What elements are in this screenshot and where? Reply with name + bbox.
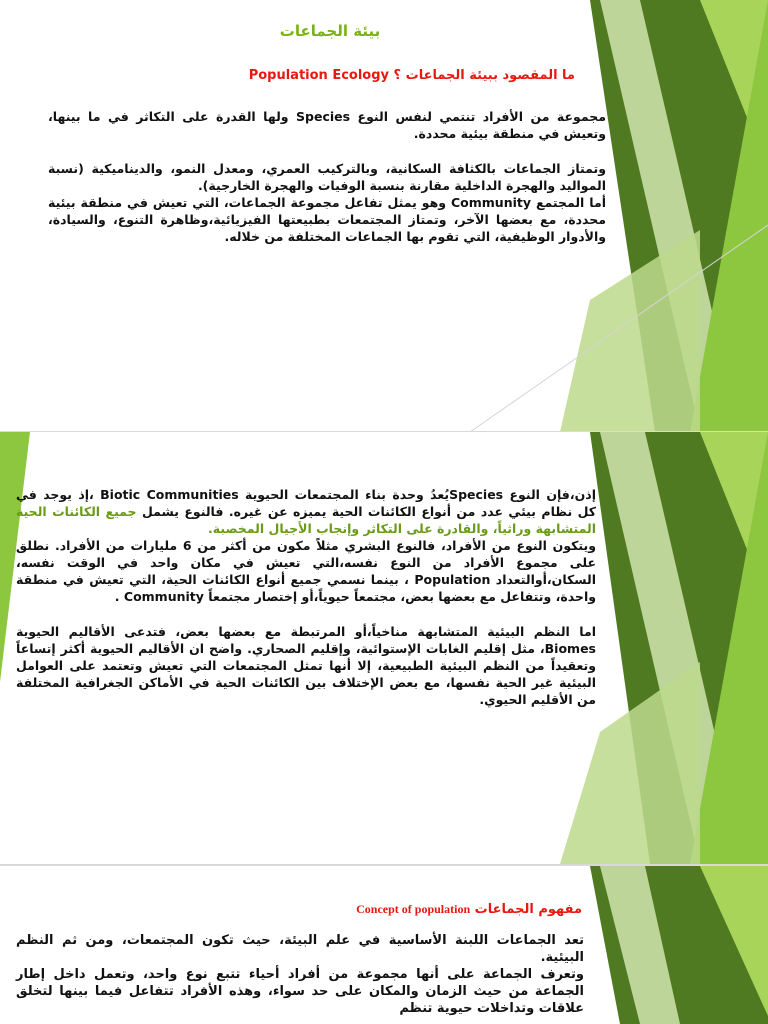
slide-title-arabic: مفهوم الجماعات [474,902,582,917]
paragraph-1-text: إذن،فإن النوع Speciesيُعدُ وحدة بناء المجتمعات الحيوية Biotic Communities ،إذ يوجد في كل نظام بيئي عدد من أنواع الكائنات الحية يميزه عن غيره. فالنوع يشمل [16,487,596,519]
slide-question: ما المقصود ببيئة الجماعات ؟ Population Ecology [248,68,575,83]
paragraph-2: وتعرف الجماعة على أنها مجموعة من أفراد أحياء تتبع نوع واحد، وتعمل داخل إطار الجماعة من حيث الزمان والمكان على حد سواء، وهذه الأفراد تتفاعل فيما بينها لتخلق علاقات وتداخلات حيوية تنظم [16,967,584,1016]
slide-body [16,932,584,1017]
slide-body [16,486,596,708]
slide-2 [0,432,768,864]
paragraph-1-highlight: جميع الكائنات الحية المتشابهة وراثياً، والقادرة على التكاثر وإنجاب الأجيال المخصبة. [16,504,596,536]
paragraph-3: اما النظم البيئية المتشابهة مناخياً،أو المرتبطة مع بعضها بعض، فتدعى الأقاليم الحيوية Biomes، مثل إقليم الغابات الإستوائية، وإقليم الصحاري. واضح ان الأقاليم الحيوية أكثر إتساعاً وتعقيداً من النظم البيئية الطبيعية، إلا أنها تمثل المجتمعات التي تعيش وتعتمد على العوامل البيئية غير الحية نفسها، مع بعض الإختلاف بين الكائنات الحية في الأماكن الجغرافية المختلفة من الأقليم الحيوي. [16,624,596,707]
paragraph-2: وتمتاز الجماعات بالكثافة السكانية، وبالتركيب العمري، ومعدل النمو، والديناميكية (نسبة المواليد والهجرة الداخلية مقارنة بنسبة الوفيات والهجرة الخارجية). [48,161,606,193]
paragraph-1: تعد الجماعات اللبنة الأساسية في علم البيئة، حيث تكون المجتمعات، ومن ثم النظم البيئية. [16,933,584,965]
slide-body [48,108,606,245]
paragraph-3: أما المجتمع Community وهو يمثل تفاعل مجموعة الجماعات، التي تعيش في منطقة بيئية محددة، مع بعضها الآخر، وتمتاز المجتمعات بطبيعتها الفيزيائية،وظاهرة التنوع، والسيادة، والأدوار الوظيفية، التي تقوم بها الجماعات المختلفة من خلاله. [48,195,606,244]
slide-title [180,902,582,917]
paragraph-1: مجموعة من الأفراد تنتمي لنفس النوع Species ولها القدرة على التكاثر في ما بينها، وتعيش في منطقة بيئية محددة. [48,109,607,141]
paragraph-2: ويتكون النوع من الأفراد، فالنوع البشري مثلاً مكون من أكثر من 6 مليارات من الأفراد. نطلق على مجموع الأفراد من النوع نفسه،التي تعيش في مكان واحد في الوقت نفسه، السكان،أوالتعداد Population ، بينما نسمي جميع أنواع الكائنات الحية، التي تعيش في منطقة واحدة، وتتفاعل مع بعضها بعض، مجتمعاً حيوياً،أو إختصار مجتمعاً Community . [16,538,596,604]
paragraph-1 [16,486,596,537]
slide-title-english: Concept of population [356,902,471,916]
slide-3 [0,866,768,1024]
slide-title: بيئة الجماعات [279,22,381,40]
slide-1 [0,0,768,432]
